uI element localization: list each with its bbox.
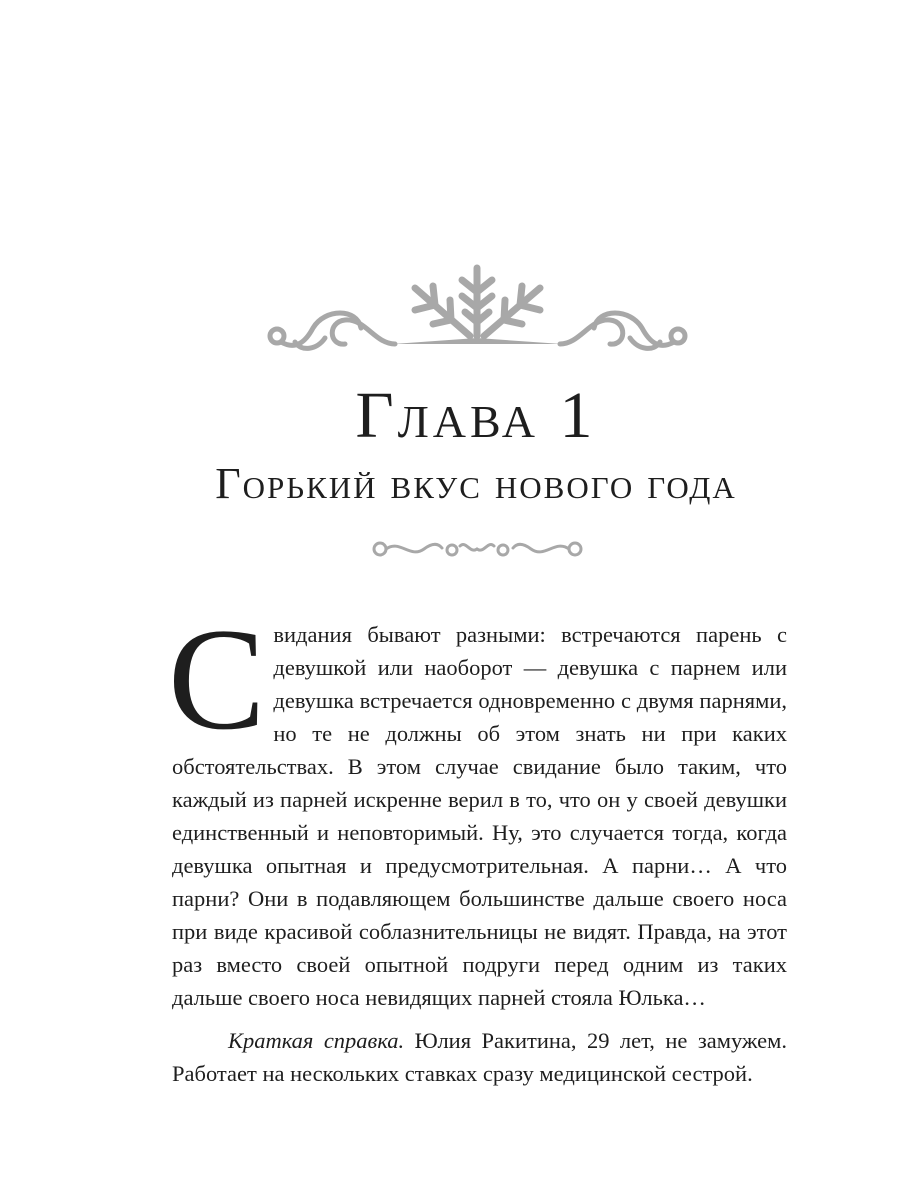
note-label: Краткая справка. — [228, 1028, 405, 1053]
chapter-title: Глава 1 — [355, 379, 597, 452]
first-paragraph — [168, 598, 787, 1014]
snowflake-ornament-icon — [265, 258, 690, 358]
paragraph-text: Юлия Ракитина, 29 лет, не замужем. Работает на нескольких ставках сразу медицинской сестрой. — [172, 1028, 787, 1086]
second-paragraph — [172, 1024, 787, 1090]
chapter-subtitle: Горький вкус нового года — [215, 459, 737, 508]
scroll-flourish-icon — [370, 534, 585, 564]
paragraph-text: видания бывают разными: встречаются парень с девушкой или наоборот — девушка с парнем или девушка встречается одновременно с двумя парнями, но те не должны об этом знать ни при каких обстоятельствах. В этом случае свидание было таким, что каждый из парней искренне верил в то, что он у своей девушки единственный и неповторимый. Ну, это случается тогда, когда девушка опытная и предусмотрительная. А парни… А что парни? Они в подавляющем большинстве дальше своего носа при виде красивой соблазнительницы не видят. Правда, на этот раз вместо своей опытной подруги перед одним из таких дальше своего носа невидящих парней стояла Юлька… — [172, 622, 787, 1010]
chapter-body — [168, 598, 787, 1090]
drop-cap: С — [168, 598, 266, 760]
